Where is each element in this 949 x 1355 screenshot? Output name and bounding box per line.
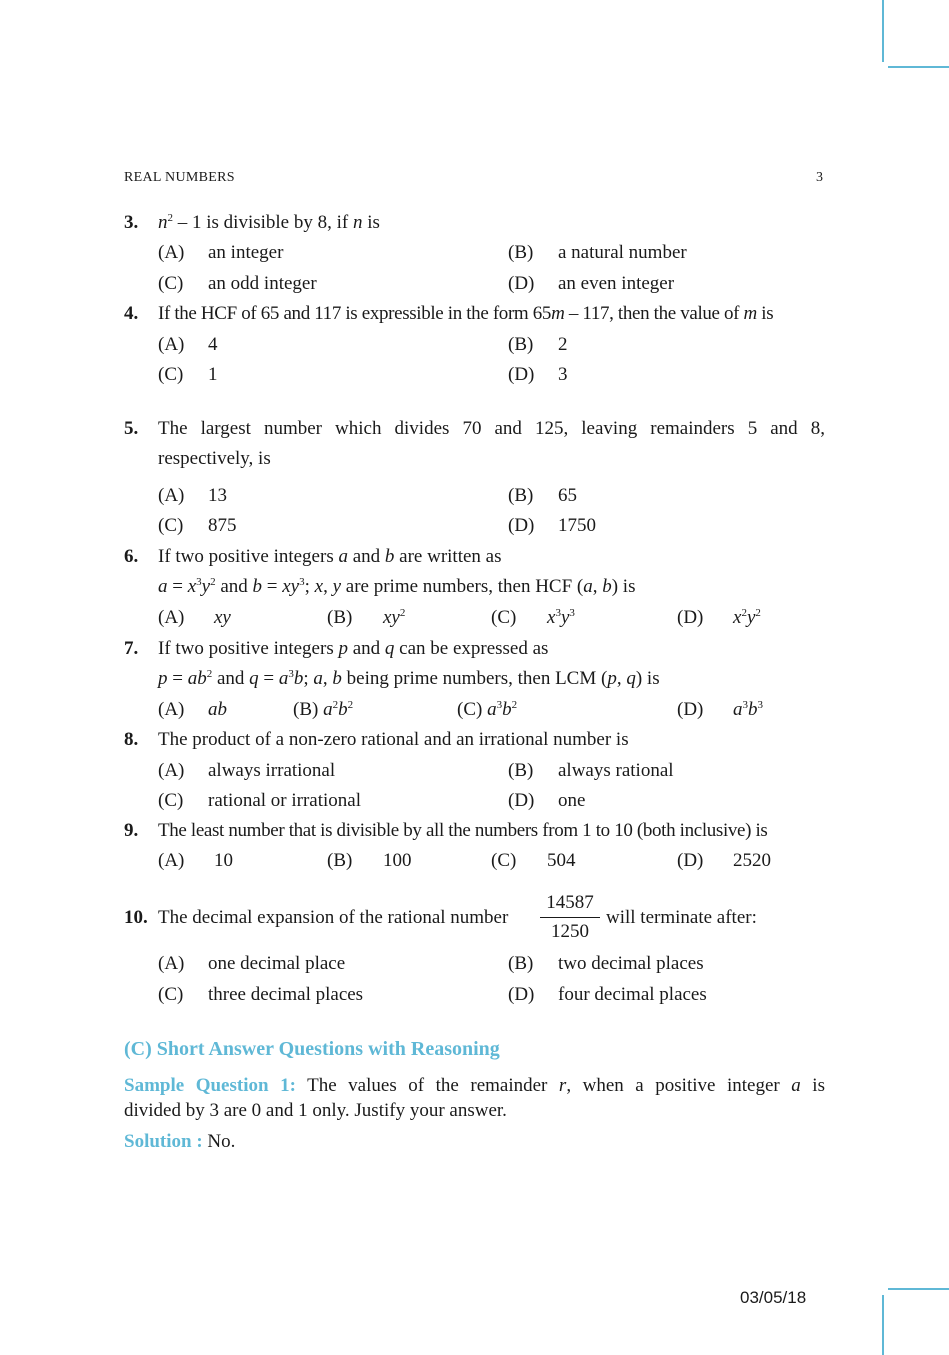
question-8-stem: The product of a non-zero rational and an irrational number is	[158, 729, 629, 750]
crop-mark-bottom-horizontal	[888, 1288, 949, 1290]
question-6-stem-line1: If two positive integers a and b are written as	[158, 546, 502, 567]
option-d: (D) one	[508, 790, 586, 811]
question-10-stem-a: The decimal expansion of the rational number	[158, 907, 509, 928]
option-c: (C) 1	[158, 364, 218, 385]
question-number: 8.	[124, 729, 139, 750]
question-number: 3.	[124, 212, 139, 233]
option-c: (C) an odd integer	[158, 273, 317, 294]
sample-question-line1: Sample Question 1: The values of the remainder r, when a positive integer a is	[124, 1075, 825, 1096]
fraction-numerator: 14587	[546, 892, 594, 913]
option-d: (D) $x^2y^2$	[677, 607, 761, 628]
sample-question-line2: divided by 3 are 0 and 1 only. Justify your answer.	[124, 1100, 507, 1121]
crop-mark-bottom-vertical	[882, 1295, 884, 1355]
option-b: (B) $a^2b^2$	[293, 699, 354, 720]
question-6-stem-line2: $a = x^3y^2$ and $b = xy^3$; x, y are prime numbers, then HCF (a, b) is	[158, 576, 636, 597]
option-b: (B) 100	[327, 850, 412, 871]
option-d: (D) $a^3b^3$	[677, 699, 763, 720]
option-d: (D) 3	[508, 364, 568, 385]
question-7-stem-line2: $p = ab^2$ and $q = a^3b$; a, b being prime numbers, then LCM (p, q) is	[158, 668, 660, 689]
option-d: (D) an even integer	[508, 273, 675, 294]
question-9-stem: The least number that is divisible by all the numbers from 1 to 10 (both inclusive) is	[158, 820, 768, 841]
option-b: (B) $xy^2$	[327, 607, 406, 628]
question-5-stem-line1: The largest number which divides 70 and 125, leaving remainders 5 and 8,	[158, 418, 825, 439]
question-number: 5.	[124, 418, 139, 439]
option-c: (C) 875	[158, 515, 237, 536]
option-a: (A) an integer	[158, 242, 284, 263]
option-a: (A) 10	[158, 850, 233, 871]
question-number: 10.	[124, 907, 148, 928]
option-a: (A) ab	[158, 699, 227, 720]
option-c: (C) rational or irrational	[158, 790, 361, 811]
option-a: (A) one decimal place	[158, 953, 346, 974]
option-a: (A) always irrational	[158, 760, 336, 781]
option-a: (A) 13	[158, 485, 227, 506]
page-number: 3	[816, 170, 824, 185]
section-heading: (C) Short Answer Questions with Reasoning	[124, 1038, 500, 1060]
option-c: (C) 504	[491, 850, 576, 871]
question-number: 7.	[124, 638, 139, 659]
fraction	[540, 892, 600, 943]
solution-text: No.	[202, 1131, 236, 1152]
question-10-stem-b: will terminate after:	[606, 907, 757, 928]
question-3-stem: $n^2 - 1$ is divisible by 8, if n is	[158, 212, 380, 233]
option-c: (C) $x^3y^3$	[491, 607, 575, 628]
option-b: (B) a natural number	[508, 242, 687, 263]
option-b: (B) 2	[508, 334, 568, 355]
option-b: (B) 65	[508, 485, 577, 506]
option-d: (D) 2520	[677, 850, 771, 871]
option-c: (C) three decimal places	[158, 984, 364, 1005]
fraction-bar	[540, 917, 600, 918]
solution-label: Solution :	[124, 1131, 203, 1152]
question-7-stem-line1: If two positive integers p and q can be expressed as	[158, 638, 549, 659]
question-5-stem-line2: respectively, is	[158, 448, 271, 469]
question-4-stem: If the HCF of 65 and 117 is expressible in the form 65m – 117, then the value of m is	[158, 303, 774, 324]
crop-mark-top-vertical	[882, 0, 884, 62]
question-number: 9.	[124, 820, 139, 841]
running-header-title: REAL NUMBERS	[124, 170, 235, 185]
solution-line	[124, 1131, 235, 1153]
option-d: (D) four decimal places	[508, 984, 707, 1005]
question-number: 4.	[124, 303, 139, 324]
option-d: (D) 1750	[508, 515, 596, 536]
question-number: 6.	[124, 546, 139, 567]
crop-mark-top-horizontal	[888, 66, 949, 68]
fraction-denominator: 1250	[551, 921, 589, 942]
option-a: (A) xy	[158, 607, 231, 628]
option-c: (C) $a^3b^2$	[457, 699, 518, 720]
option-a: (A) 4	[158, 334, 218, 355]
footer-date: 03/05/18	[740, 1288, 807, 1307]
option-b: (B) two decimal places	[508, 953, 704, 974]
option-b: (B) always rational	[508, 760, 674, 781]
sample-question-label: Sample Question 1:	[124, 1075, 296, 1096]
